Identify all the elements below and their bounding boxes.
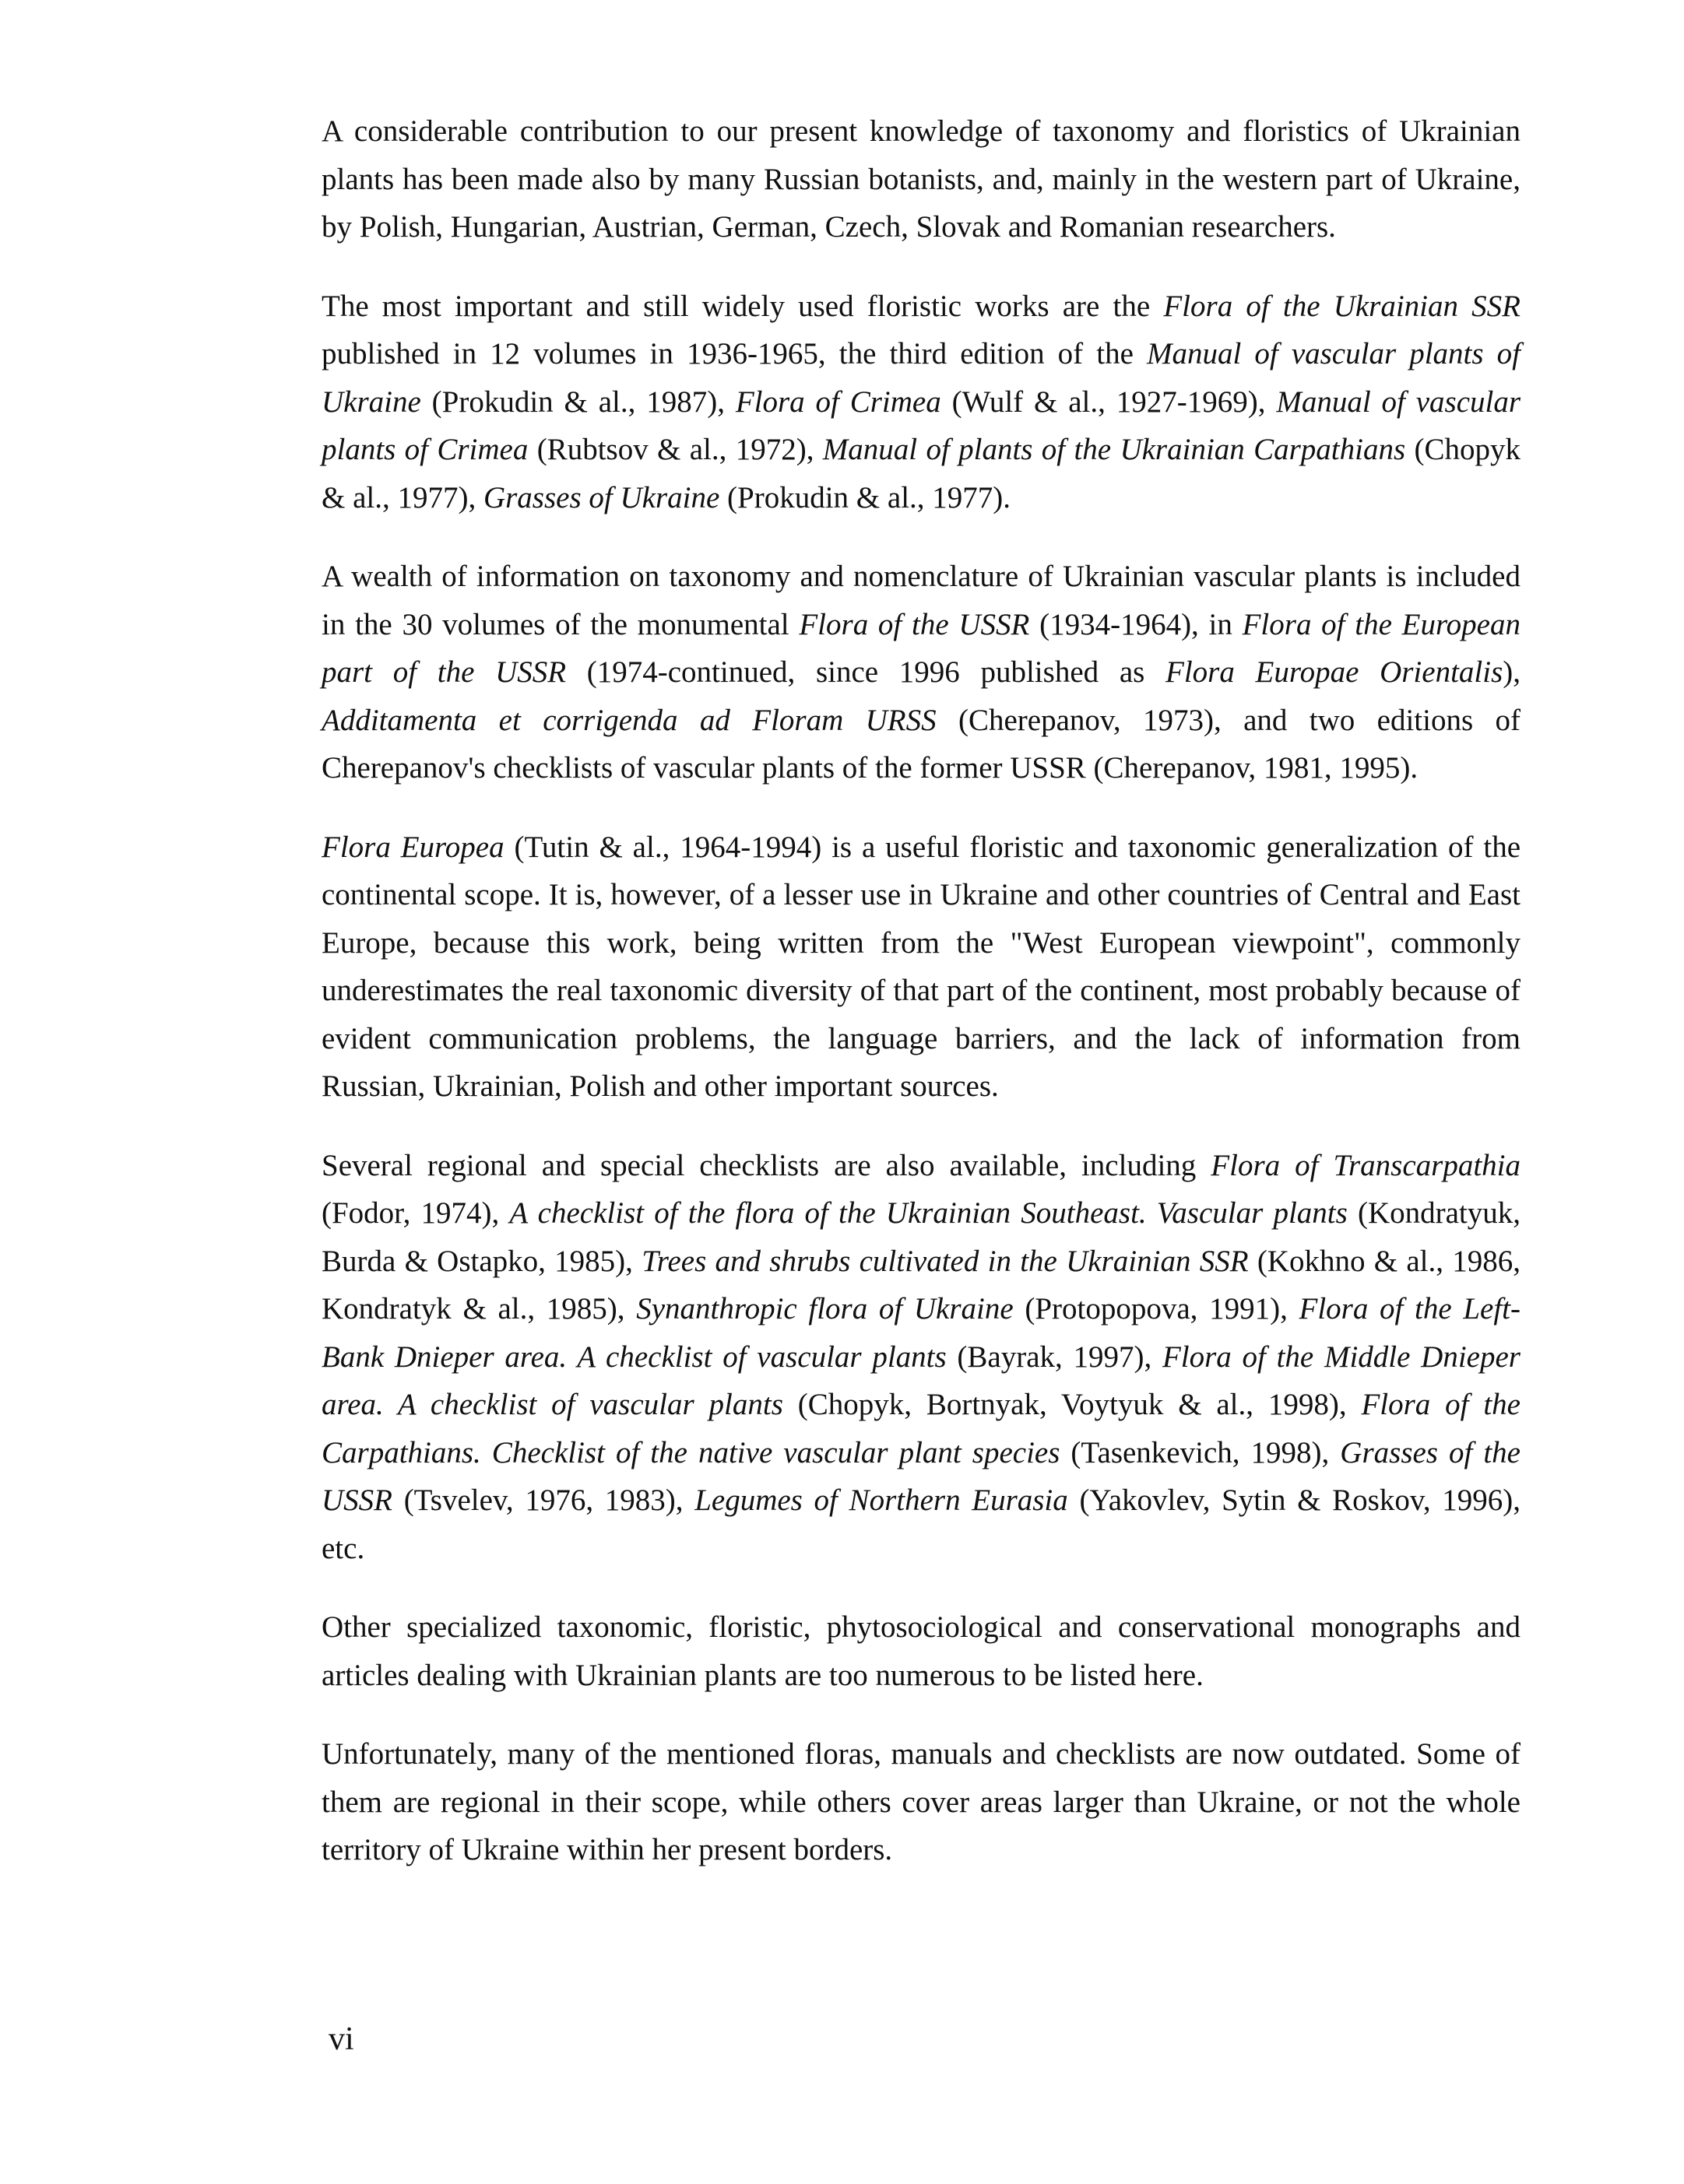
cited-title: Grasses of Ukraine bbox=[483, 480, 720, 514]
text-run: (Tutin & al., 1964-1994) is a useful floristic and taxonomic generalization of the continental scope. It is, however, of a lesser use in Ukraine and other countries of Central and East Europe, because this work, being written from the "West European viewpoint", commonly underestimates the real taxonomic diversity of that part of the continent, most probably because of evident communication problems, the language barriers, and the lack of information from Russian, Ukrainian, Polish and other important sources. bbox=[322, 830, 1521, 1103]
cited-title: Legumes of Northern Eurasia bbox=[694, 1484, 1068, 1517]
cited-title: Flora Europea bbox=[322, 830, 504, 864]
cited-title: Flora of the Middle Dnieper area. A checklist of vascular plants bbox=[322, 1340, 1521, 1421]
cited-title: Flora of Crimea bbox=[735, 384, 941, 419]
cited-title: Manual of vascular plants of Ukraine bbox=[322, 337, 1521, 419]
text-run: Several regional and special checklists are also available, including bbox=[322, 1148, 1211, 1182]
text-run: (Kokhno & al., 1986, Kondratyk & al., 1985), bbox=[322, 1244, 1521, 1325]
cited-title: Manual of vascular plants of Crimea bbox=[322, 384, 1521, 466]
text-run: (Tsvelev, 1976, 1983), bbox=[392, 1484, 695, 1517]
cited-title: A checklist of the flora of the Ukrainian Southeast. Vascular plants bbox=[509, 1196, 1348, 1230]
paragraph bbox=[322, 1730, 1521, 1874]
cited-title: Flora of the European part of the USSR bbox=[322, 607, 1521, 689]
paragraph bbox=[322, 553, 1521, 792]
paragraph bbox=[322, 1142, 1521, 1573]
text-run: ), bbox=[1503, 655, 1521, 689]
text-run: (1934-1964), in bbox=[1029, 607, 1243, 641]
text-run: (Chopyk & al., 1977), bbox=[322, 433, 1521, 514]
cited-title: Grasses of the USSR bbox=[322, 1435, 1521, 1517]
text-run: (Chopyk, Bortnyak, Voytyuk & al., 1998), bbox=[782, 1388, 1362, 1421]
text-run: (Fodor, 1974), bbox=[322, 1196, 510, 1230]
text-run: (Bayrak, 1997), bbox=[946, 1340, 1162, 1374]
text-run: (Cherepanov, 1973), and two editions of Cherepanov's checklists of vascular plants of the former USSR (Cherepanov, 1981, 1995). bbox=[322, 703, 1521, 785]
page-body bbox=[322, 107, 1521, 1905]
text-run: (Tasenkevich, 1998), bbox=[1060, 1435, 1341, 1469]
paragraph bbox=[322, 107, 1521, 251]
text-run: published in 12 volumes in 1936-1965, the third edition of the bbox=[322, 337, 1147, 370]
text-run: (1974-continued, since 1996 published as bbox=[566, 655, 1165, 689]
text-run: (Wulf & al., 1927-1969), bbox=[940, 384, 1277, 419]
text-run: Other specialized taxonomic, floristic, phytosociological and conservational monographs and articles dealing with Ukrainian plants are too numerous to be listed here. bbox=[322, 1610, 1521, 1692]
cited-title: Flora of the USSR bbox=[799, 607, 1030, 641]
cited-title: Trees and shrubs cultivated in the Ukrainian SSR bbox=[642, 1244, 1249, 1278]
page-number: vi bbox=[329, 2021, 354, 2057]
text-run: A wealth of information on taxonomy and nomenclature of Ukrainian vascular plants is included in the 30 volumes of the monumental bbox=[322, 560, 1521, 641]
text-run: (Protopopova, 1991), bbox=[1013, 1292, 1299, 1325]
text-run: (Prokudin & al., 1987), bbox=[420, 384, 736, 419]
text-run: (Kondratyuk, Burda & Ostapko, 1985), bbox=[322, 1196, 1521, 1278]
cited-title: Additamenta et corrigenda ad Floram URSS bbox=[322, 703, 937, 737]
paragraph bbox=[322, 283, 1521, 522]
text-run: (Rubtsov & al., 1972), bbox=[528, 433, 823, 466]
cited-title: Flora of the Left-Bank Dnieper area. A checklist of vascular plants bbox=[322, 1292, 1521, 1374]
cited-title: Manual of plants of the Ukrainian Carpathians bbox=[822, 433, 1406, 466]
cited-title: Flora of the Ukrainian SSR bbox=[1163, 289, 1521, 323]
text-run: The most important and still widely used floristic works are the bbox=[322, 289, 1164, 323]
text-run: Unfortunately, many of the mentioned floras, manuals and checklists are now outdated. Some of them are regional in their scope, while others cover areas larger than Ukraine, or not the whole territory of Ukraine within her present borders. bbox=[322, 1737, 1521, 1866]
cited-title: Flora Europae Orientalis bbox=[1165, 655, 1503, 689]
cited-title: Flora of the Carpathians. Checklist of the native vascular plant species bbox=[322, 1388, 1521, 1469]
text-run: (Prokudin & al., 1977). bbox=[719, 480, 1011, 514]
cited-title: Synanthropic flora of Ukraine bbox=[636, 1292, 1014, 1325]
text-run: A considerable contribution to our present knowledge of taxonomy and floristics of Ukrainian plants has been made also by many Russian botanists, and, mainly in the western part of Ukraine, by Polish, Hungarian, Austrian, German, Czech, Slovak and Romanian researchers. bbox=[322, 114, 1521, 244]
cited-title: Flora of Transcarpathia bbox=[1211, 1148, 1521, 1182]
paragraph bbox=[322, 1603, 1521, 1699]
text-run: (Yakovlev, Sytin & Roskov, 1996), etc. bbox=[322, 1484, 1521, 1565]
paragraph bbox=[322, 823, 1521, 1111]
